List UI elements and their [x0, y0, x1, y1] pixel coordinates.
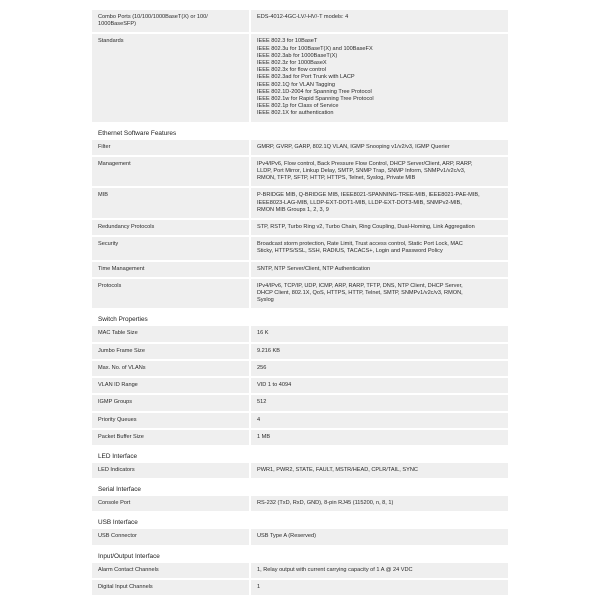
spec-value-line: RS-232 (TxD, RxD, GND), 8-pin RJ45 (115200, n, 8, 1) [257, 500, 394, 507]
spec-row [92, 430, 508, 445]
spec-value-line: P-BRIDGE MIB, Q-BRIDGE MIB, IEEE8021-SPANNING-TREE-MIB, IEEE8021-PAE-MIB, [257, 192, 480, 199]
spec-value-line: IEEE 802.3x for flow control [257, 67, 327, 74]
spec-label-line: VLAN ID Range [98, 382, 138, 389]
rows-usb [92, 529, 508, 544]
spec-value [249, 188, 508, 218]
spec-label [92, 395, 249, 410]
spec-row [92, 463, 508, 478]
spec-label [92, 220, 249, 235]
spec-value-line: IEEE 802.1Q for VLAN Tagging [257, 81, 335, 88]
spec-label-line: Combo Ports (10/100/1000BaseT(X) or 100/ [98, 14, 208, 20]
spec-label-line: MIB [98, 192, 108, 199]
rows-switch [92, 326, 508, 444]
spec-value-line: DHCP Client, 802.1X, QoS, HTTPS, HTTP, Telnet, SMTP, SNMPv1/v2c/v3, RMON, [257, 290, 463, 297]
spec-row [92, 344, 508, 359]
spec-label-line: Filter [98, 143, 111, 150]
spec-label [92, 34, 249, 121]
section-title-switch-properties: Switch Properties [98, 316, 148, 324]
spec-label [92, 279, 249, 309]
spec-label-line: Time Management [98, 265, 145, 272]
spec-value-line: STP, RSTP, Turbo Ring v2, Turbo Chain, Ring Coupling, Dual-Homing, Link Aggregation [257, 224, 475, 231]
spec-value [249, 344, 508, 359]
spec-label-line: 1000BaseSFP) [98, 21, 136, 28]
spec-row [92, 361, 508, 376]
spec-row [92, 395, 508, 410]
spec-value-line: IEEE8023-LAG-MIB, LLDP-EXT-DOT1-MIB, LLDP-EXT-DOT3-MIB, SNMPv2-MIB, [257, 199, 462, 206]
spec-label-line: Management [98, 160, 131, 167]
spec-value-line: 1 [257, 583, 261, 590]
spec-value-line: LLDP, Port Mirror, Linkup Delay, SMTP, SNMP Trap, SNMP Inform, SNMPv1/v2c/v3, [257, 168, 466, 175]
spec-value [249, 262, 508, 277]
spec-row [92, 220, 508, 235]
spec-value-line: IEEE 802.1X for authentication [257, 110, 334, 117]
spec-value-line: Broadcast storm protection, Rate Limit, Trust access control, Static Port Lock, MAC [257, 241, 463, 248]
spec-label [92, 140, 249, 155]
spec-row [92, 157, 508, 187]
spec-row [92, 10, 508, 32]
spec-value [249, 34, 508, 121]
spec-value-line: IEEE 802.3u for 100BaseT(X) and 100BaseFX [257, 45, 373, 52]
spec-label [92, 10, 249, 32]
spec-row [92, 188, 508, 218]
spec-label [92, 157, 249, 187]
spec-label-line: Max. No. of VLANs [98, 364, 146, 371]
spec-sheet [92, 10, 508, 597]
spec-label [92, 378, 249, 393]
spec-value [249, 220, 508, 235]
spec-value-line: RMON MIB Groups 1, 2, 3, 9 [257, 206, 329, 213]
rows-serial [92, 496, 508, 511]
rows-ethernet [92, 140, 508, 309]
spec-label [92, 563, 249, 578]
spec-label-line: Packet Buffer Size [98, 433, 144, 440]
spec-row [92, 563, 508, 578]
spec-label [92, 326, 249, 341]
spec-value-line: 1, Relay output with current carrying capacity of 1 A @ 24 VDC [257, 566, 413, 573]
spec-row [92, 326, 508, 341]
section-title-serial-interface: Serial Interface [98, 486, 141, 494]
spec-value-line: 512 [257, 399, 267, 406]
spec-value [249, 157, 508, 187]
section-title-usb-interface: USB Interface [98, 519, 138, 527]
spec-label-line: Priority Queues [98, 416, 137, 423]
spec-row [92, 496, 508, 511]
spec-row [92, 140, 508, 155]
spec-label-line: Console Port [98, 500, 131, 507]
spec-label-line: LED Indicators [98, 466, 135, 473]
spec-value [249, 463, 508, 478]
spec-value-line: PWR1, PWR2, STATE, FAULT, MSTR/HEAD, CPLR/TAIL, SYNC [257, 466, 418, 473]
section-title-input-output-interface: Input/Output Interface [98, 552, 160, 560]
spec-value [249, 279, 508, 309]
spec-value-line: IEEE 802.3 for 10BaseT [257, 38, 318, 45]
spec-value-line: SNTP, NTP Server/Client, NTP Authentication [257, 265, 371, 272]
spec-label-line: Security [98, 241, 119, 248]
spec-label [92, 262, 249, 277]
spec-value-line: USB Type A (Reserved) [257, 533, 316, 540]
spec-value [249, 378, 508, 393]
spec-value-line: IEEE 802.1w for Rapid Spanning Tree Protocol [257, 96, 374, 103]
spec-value [249, 361, 508, 376]
spec-value-line: 16 K [257, 330, 269, 337]
spec-value [249, 563, 508, 578]
spec-label [92, 413, 249, 428]
spec-row [92, 580, 508, 595]
spec-value [249, 395, 508, 410]
spec-label-line: IGMP Groups [98, 399, 133, 406]
spec-label-line: Protocols [98, 282, 122, 289]
spec-value [249, 413, 508, 428]
spec-label-line: Alarm Contact Channels [98, 566, 159, 573]
spec-row [92, 262, 508, 277]
spec-value [249, 140, 508, 155]
spec-value-line: IEEE 802.3ad for Port Trunk with LACP [257, 74, 355, 81]
spec-value-line: Syslog [257, 297, 274, 304]
spec-value-line: IPv4/IPv6, TCP/IP, UDP, ICMP, ARP, RARP, TFTP, DNS, NTP Client, DHCP Server, [257, 282, 463, 289]
spec-label [92, 529, 249, 544]
spec-label [92, 344, 249, 359]
spec-row [92, 237, 508, 259]
spec-value [249, 430, 508, 445]
spec-value [249, 10, 508, 32]
spec-label-line: Jumbo Frame Size [98, 347, 145, 354]
spec-label [92, 361, 249, 376]
spec-value-line: VID 1 to 4094 [257, 382, 292, 389]
spec-label [92, 188, 249, 218]
spec-value [249, 237, 508, 259]
spec-row [92, 378, 508, 393]
spec-value-line: 9.216 KB [257, 347, 281, 354]
spec-value-line: GMRP, GVRP, GARP, 802.1Q VLAN, IGMP Snooping v1/v2/v3, IGMP Querier [257, 143, 450, 150]
spec-value [249, 496, 508, 511]
spec-row [92, 279, 508, 309]
spec-label [92, 237, 249, 259]
spec-value-line: IEEE 802.1p for Class of Service [257, 103, 339, 110]
spec-row [92, 413, 508, 428]
spec-label-line: USB Connector [98, 533, 137, 540]
section-title-led-interface: LED Interface [98, 452, 138, 460]
rows-top [92, 10, 508, 122]
rows-io [92, 563, 508, 595]
section-title-ethernet-software-features: Ethernet Software Features [98, 129, 177, 137]
spec-value-line: Sticky, HTTPS/SSL, SSH, RADIUS, TACACS+, Login and Password Policy [257, 248, 443, 255]
spec-label-line: Digital Input Channels [98, 583, 153, 590]
spec-value-line: IPv4/IPv6, Flow control, Back Pressure Flow Control, DHCP Server/Client, ARP, RARP, [257, 160, 473, 167]
spec-label-line: Redundancy Protocols [98, 224, 155, 231]
spec-value-line: 1 MB [257, 433, 271, 440]
spec-row [92, 529, 508, 544]
spec-value [249, 326, 508, 341]
spec-value-line: IEEE 802.3ab for 1000BaseT(X) [257, 52, 338, 59]
spec-value-line: IEEE 802.1D-2004 for Spanning Tree Protocol [257, 88, 372, 95]
spec-value [249, 580, 508, 595]
spec-label-line: MAC Table Size [98, 330, 138, 337]
spec-label [92, 580, 249, 595]
spec-row [92, 34, 508, 121]
spec-value [249, 529, 508, 544]
spec-value-line: IEEE 802.3z for 1000BaseX [257, 60, 327, 67]
spec-label [92, 496, 249, 511]
spec-label [92, 463, 249, 478]
spec-label [92, 430, 249, 445]
spec-value-line: 4 [257, 416, 261, 423]
spec-value-line: RMON, TFTP, SFTP, HTTP, HTTPS, Telnet, Syslog, Private MIB [257, 175, 416, 182]
spec-value-line: 256 [257, 364, 267, 371]
spec-label-line: Standards [98, 38, 124, 45]
spec-value-line: EDS-4012-4GC-LV/-HV/-T models: 4 [257, 14, 349, 20]
rows-led [92, 463, 508, 478]
